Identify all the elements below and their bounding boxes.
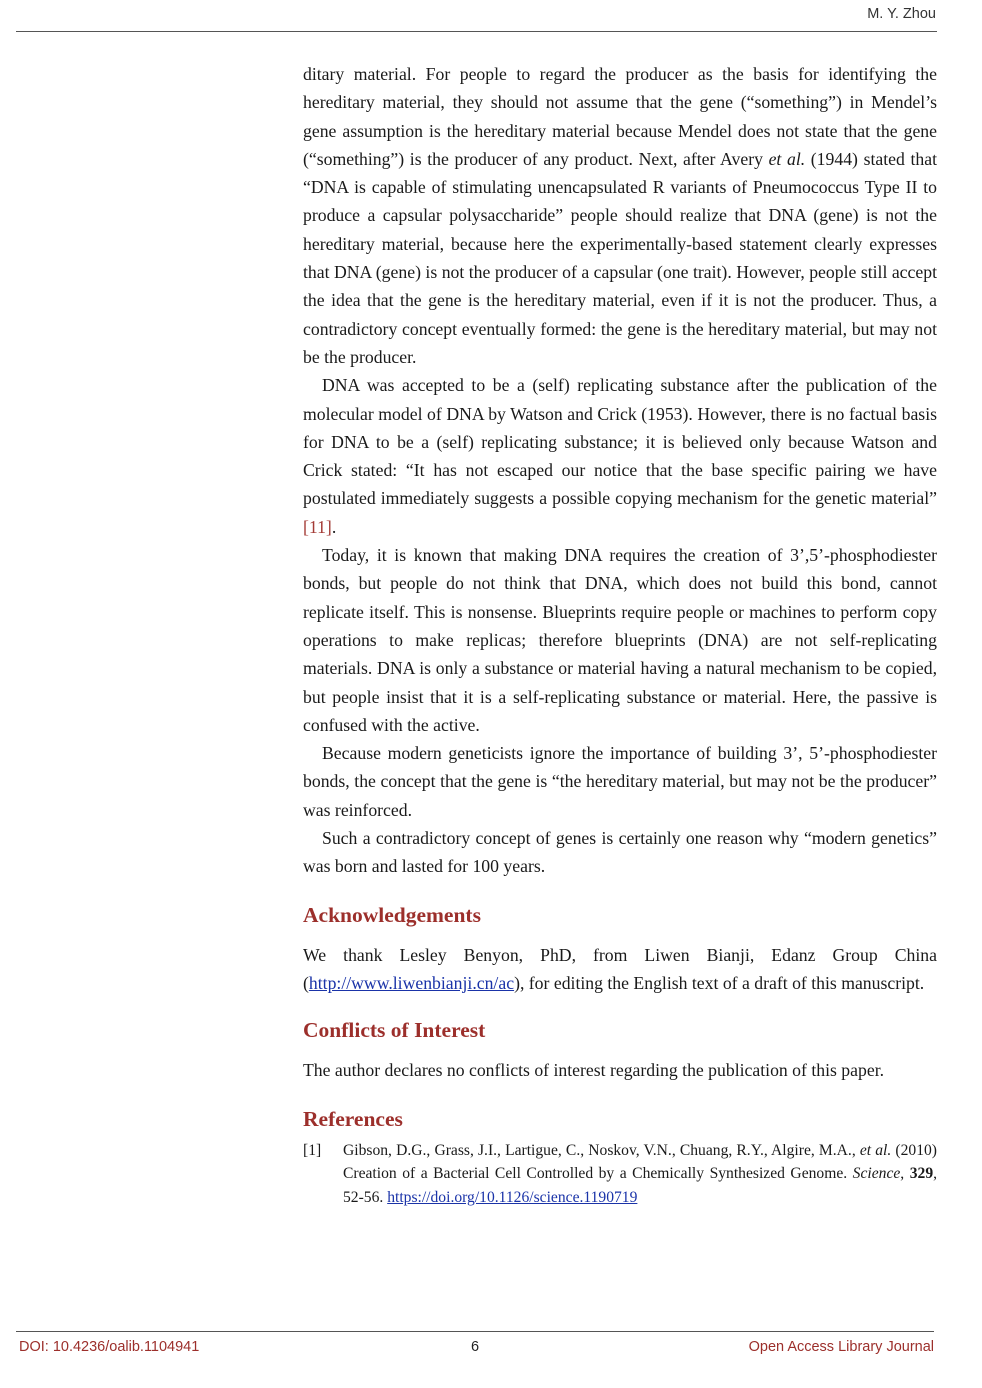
- reference-item: [303, 1139, 937, 1210]
- p2-text-a: DNA was accepted to be a (self) replicating substance after the publication of the molecular model of DNA by Watson and Crick (1953). However, there is no factual basis for DNA to be a (self) replicating substance; it is believed only because Watson and Crick stated: “It has not escaped our notice that the base specific pairing we have postulated immediately suggests a possible copying mechanism for the genetic material”: [303, 375, 937, 509]
- reference-number: [1]: [303, 1141, 322, 1159]
- ref-doi-link[interactable]: https://doi.org/10.1126/science.1190719: [387, 1188, 638, 1206]
- ref-journal: Science: [852, 1165, 901, 1182]
- ref-title: (2010) Creation of a Bacterial Cell Controlled by a Chemically Synthesized Genome.: [343, 1141, 937, 1182]
- footer-journal-name: Open Access Library Journal: [748, 1339, 934, 1355]
- body-paragraph-4: Because modern geneticists ignore the importance of building 3’, 5’-phosphodiester bonds, the concept that the gene is “the hereditary material, but may not be the producer” was reinforced.: [303, 743, 937, 820]
- ref-et-al: et al.: [859, 1141, 892, 1159]
- p1-text-a: ditary material. For people to regard the producer as the basis for identifying the hereditary material, they should not assume that the gene (“something”) in Mendel’s gene assumption is the hereditary material because Mendel does not state that the gene (“something”) is the producer of any product. Next, after Avery: [303, 64, 937, 169]
- footer-doi: DOI: 10.4236/oalib.1104941: [19, 1339, 200, 1355]
- reference-text: [343, 1139, 937, 1210]
- p1-text-b: (1944) stated that “DNA is capable of stimulating unencapsulated R variants of Pneumococcus Type II to produce a capsular polysaccharide” people should realize that DNA (gene) is not the hereditary material, because here the experimentally-based statement clearly expresses that DNA (gene) is not the producer of a capsular (one trait). However, people still accept the idea that the gene is the hereditary material, even if it is not the producer. Thus, a contradictory concept eventually formed: the gene is the hereditary material, but may not be the producer.: [303, 148, 937, 367]
- p1-et-al: et al.: [768, 148, 806, 169]
- ack-text-post: ), for editing the English text of a draft of this manuscript.: [514, 972, 925, 993]
- page-number: 6: [471, 1339, 480, 1355]
- p2-text-b: .: [331, 516, 337, 537]
- acknowledgements-text: [303, 941, 937, 998]
- main-content: [303, 60, 937, 1209]
- ref-authors: Gibson, D.G., Grass, J.I., Lartigue, C., Noskov, V.N., Chuang, R.Y., Algire, M.A.,: [343, 1141, 860, 1159]
- footer-divider: [16, 1331, 934, 1332]
- references-heading: References: [303, 1106, 403, 1131]
- ref-pages: , 52-56.: [343, 1165, 938, 1206]
- body-paragraph-5: Such a contradictory concept of genes is certainly one reason why “modern genetics” was born and lasted for 100 years.: [303, 828, 937, 877]
- liwen-url-link[interactable]: http://www.liwenbianji.cn/ac: [308, 972, 515, 993]
- body-paragraph-2: [303, 371, 937, 541]
- ref-volume: 329: [909, 1165, 934, 1182]
- citation-link-11[interactable]: [11]: [303, 516, 332, 537]
- running-header-author: M. Y. Zhou: [867, 6, 936, 22]
- header-divider: [16, 31, 937, 32]
- body-paragraph-1: [303, 60, 937, 371]
- ack-text-pre: We thank Lesley Benyon, PhD, from Liwen Bianji, Edanz Group China (: [303, 944, 937, 993]
- acknowledgements-heading: Acknowledgements: [303, 902, 481, 927]
- body-paragraph-3: Today, it is known that making DNA requires the creation of 3’,5’-phosphodiester bonds, but people do not think that DNA, which does not build this bond, cannot replicate itself. This is nonsense. Blueprints require people or machines to perform copy operations to make replicas; therefore blueprints (DNA) are not self-replicating materials. DNA is only a substance or material having a natural mechanism to be copied, but people insist that it is a self-replicating substance or material. Here, the passive is confused with the active.: [303, 545, 937, 735]
- conflicts-text: The author declares no conflicts of interest regarding the publication of this paper.: [303, 1060, 885, 1081]
- conflicts-heading: Conflicts of Interest: [303, 1018, 486, 1043]
- ref-separator: ,: [900, 1165, 910, 1182]
